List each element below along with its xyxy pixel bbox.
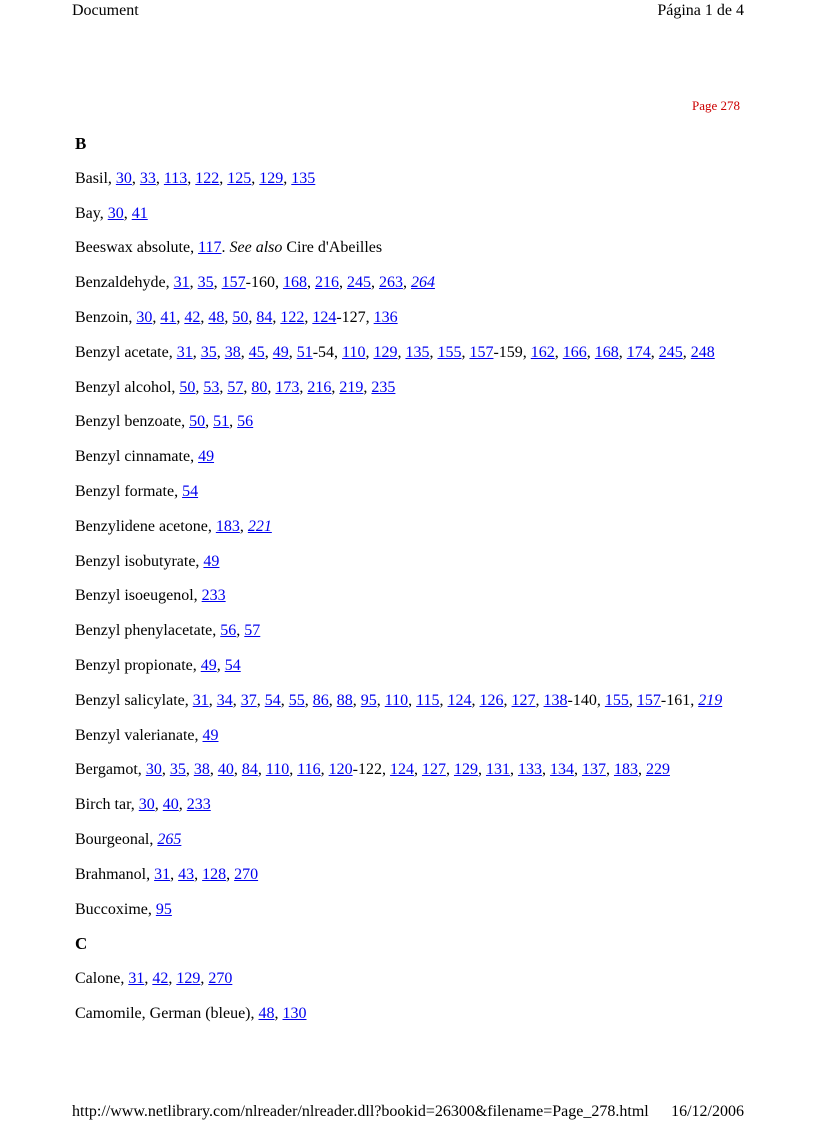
page-link[interactable]: 270: [208, 970, 233, 988]
page-link[interactable]: 127: [511, 691, 536, 709]
page-link[interactable]: 127: [421, 761, 446, 779]
page-link[interactable]: 155: [604, 691, 629, 709]
page-link[interactable]: 49: [203, 552, 220, 570]
page-link[interactable]: 57: [244, 622, 261, 640]
page-link[interactable]: 122: [280, 308, 305, 326]
index-entry: Camomile, German (bleue), 48, 130: [75, 1004, 307, 1022]
page-link[interactable]: 49: [200, 656, 217, 674]
page-link[interactable]: 135: [405, 343, 430, 361]
page-link[interactable]: 162: [530, 343, 555, 361]
page-link[interactable]: 42: [184, 308, 201, 326]
page-link[interactable]: 49: [198, 448, 215, 466]
page-link[interactable]: 48: [258, 1004, 275, 1022]
index-entry: Buccoxime, 95: [75, 900, 172, 918]
page-link[interactable]: 219: [339, 378, 364, 396]
index-entry: Benzylidene acetone, 183, 221: [75, 517, 272, 535]
page-link[interactable]: 216: [307, 378, 332, 396]
page-link[interactable]: 245: [346, 274, 371, 292]
index-entry: Benzyl phenylacetate, 56, 57: [75, 622, 261, 640]
page-link[interactable]: 35: [197, 274, 214, 292]
page-link[interactable]: 30: [145, 761, 162, 779]
page-link[interactable]: 110: [265, 761, 290, 779]
section-letter: C: [75, 934, 88, 954]
page-link[interactable]: 95: [155, 900, 172, 918]
index-entry: Calone, 31, 42, 129, 270: [75, 970, 233, 988]
page-link[interactable]: 55: [288, 691, 305, 709]
page-link[interactable]: 49: [202, 726, 219, 744]
page-link[interactable]: 38: [224, 343, 241, 361]
footer-url: http://www.netlibrary.com/nlreader/nlreader.dll?bookid=26300&filename=Page_278.html: [72, 1103, 649, 1120]
page-link[interactable]: 57: [227, 378, 244, 396]
page-link[interactable]: 84: [256, 308, 273, 326]
page-link[interactable]: 219: [698, 691, 723, 709]
page-link[interactable]: 221: [247, 517, 272, 535]
page-link[interactable]: 40: [162, 796, 179, 814]
page-link[interactable]: 129: [373, 343, 398, 361]
page-link[interactable]: 168: [594, 343, 619, 361]
index-entry: Birch tar, 30, 40, 233: [75, 796, 211, 814]
page-link[interactable]: 124: [312, 308, 337, 326]
page-link[interactable]: 183: [613, 761, 638, 779]
page-link[interactable]: 129: [259, 169, 284, 187]
index-entry: Benzyl cinnamate, 49: [75, 448, 215, 466]
page-link[interactable]: 248: [690, 343, 715, 361]
see-also-text: See also: [229, 239, 283, 257]
page-link[interactable]: 49: [272, 343, 289, 361]
page-link[interactable]: 31: [173, 274, 190, 292]
page-link[interactable]: 43: [178, 865, 195, 883]
page-link[interactable]: 270: [234, 865, 259, 883]
page-link[interactable]: 135: [291, 169, 316, 187]
section-letter: B: [75, 134, 87, 153]
index-entry: Brahmanol, 31, 43, 128, 270: [75, 865, 259, 883]
page-link[interactable]: 95: [360, 691, 377, 709]
page-link[interactable]: 33: [139, 169, 156, 187]
page-link[interactable]: 88: [336, 691, 353, 709]
page-link[interactable]: 110: [342, 343, 366, 361]
page-link[interactable]: 31: [154, 865, 171, 883]
page-link[interactable]: 245: [658, 343, 683, 361]
page-link[interactable]: 137: [581, 761, 606, 779]
page-link[interactable]: 30: [107, 204, 124, 222]
page-link[interactable]: 113: [163, 169, 188, 187]
index-entry: Bay, 30, 41: [75, 204, 148, 222]
page-link[interactable]: 166: [562, 343, 587, 361]
page-link[interactable]: 51: [296, 343, 313, 361]
page-link[interactable]: 130: [282, 1004, 307, 1022]
page-link[interactable]: 86: [312, 691, 329, 709]
page-link[interactable]: 31: [192, 691, 209, 709]
page-link[interactable]: 124: [389, 761, 414, 779]
page-link[interactable]: 45: [248, 343, 265, 361]
page-link[interactable]: 35: [169, 761, 186, 779]
page-link[interactable]: 50: [189, 413, 206, 431]
index-entry: Bourgeonal, 265: [75, 830, 182, 848]
page-link[interactable]: 50: [179, 378, 196, 396]
page-link[interactable]: 129: [453, 761, 478, 779]
index-entry: Benzyl propionate, 49, 54: [75, 656, 241, 674]
page-link[interactable]: 263: [378, 274, 403, 292]
page-link[interactable]: 128: [202, 865, 227, 883]
page-link[interactable]: 134: [549, 761, 574, 779]
page-link[interactable]: 115: [416, 691, 440, 709]
page-link[interactable]: 110: [384, 691, 409, 709]
page-link[interactable]: 54: [182, 482, 199, 500]
footer-date: 16/12/2006: [671, 1103, 744, 1120]
page-link[interactable]: 157: [469, 343, 494, 361]
page-number-label: Page 278: [691, 98, 740, 113]
index-content: [75, 130, 775, 1035]
page-link[interactable]: 168: [282, 274, 307, 292]
page-link[interactable]: 41: [131, 204, 148, 222]
page-link[interactable]: 40: [217, 761, 234, 779]
page-link[interactable]: 116: [297, 761, 321, 779]
page-link[interactable]: 131: [485, 761, 510, 779]
page-link[interactable]: 216: [314, 274, 339, 292]
index-entry: Beeswax absolute, 117. See also Cire d'Abeilles: [75, 239, 383, 257]
page-link[interactable]: 50: [232, 308, 249, 326]
page-link[interactable]: 126: [479, 691, 504, 709]
page-link[interactable]: 48: [208, 308, 225, 326]
page-link[interactable]: 136: [373, 308, 398, 326]
page-link[interactable]: 265: [157, 830, 182, 848]
page-link[interactable]: 138: [543, 691, 568, 709]
page-link[interactable]: 173: [275, 378, 300, 396]
index-entry: Benzyl formate, 54: [75, 482, 199, 500]
page-link[interactable]: 35: [200, 343, 217, 361]
page-link[interactable]: 53: [203, 378, 220, 396]
page-link[interactable]: 122: [195, 169, 220, 187]
page-link[interactable]: 183: [215, 517, 240, 535]
page-link[interactable]: 30: [138, 796, 155, 814]
page-link[interactable]: 229: [645, 761, 670, 779]
page-link[interactable]: 38: [193, 761, 210, 779]
page-link[interactable]: 264: [410, 274, 435, 292]
page-link[interactable]: 120: [328, 761, 353, 779]
page-link[interactable]: 157: [636, 691, 661, 709]
index-entry: Benzyl valerianate, 49: [75, 726, 219, 744]
index-entry: Benzyl isoeugenol, 233: [75, 587, 226, 605]
page-link[interactable]: 235: [371, 378, 396, 396]
index-entry: Bergamot, 30, 35, 38, 40, 84, 110, 116, 120-122, 124, 127, 129, 131, 133, 134, 137, 183, 229: [75, 761, 670, 779]
page-link[interactable]: 233: [201, 587, 226, 605]
page-link[interactable]: 30: [136, 308, 153, 326]
index-entry: Benzyl acetate, 31, 35, 38, 45, 49, 51-54, 110, 129, 135, 155, 157-159, 162, 166, 168, 174, 245, 248: [75, 343, 715, 361]
page-link[interactable]: 233: [186, 796, 211, 814]
page-link[interactable]: 54: [224, 656, 241, 674]
page-link[interactable]: 31: [128, 970, 145, 988]
page-link[interactable]: 84: [241, 761, 258, 779]
document-title: Document: [72, 2, 139, 19]
page-link[interactable]: 41: [160, 308, 177, 326]
page-link[interactable]: 51: [213, 413, 230, 431]
page-link[interactable]: 155: [437, 343, 462, 361]
index-entry: Benzaldehyde, 31, 35, 157-160, 168, 216, 245, 263, 264: [75, 274, 435, 292]
index-entry: Benzyl salicylate, 31, 34, 37, 54, 55, 86, 88, 95, 110, 115, 124, 126, 127, 138-140, 155, 157-161, 219: [75, 691, 723, 709]
page-link[interactable]: 80: [251, 378, 268, 396]
index-entry: Benzyl isobutyrate, 49: [75, 552, 220, 570]
index-entry: Benzoin, 30, 41, 42, 48, 50, 84, 122, 124-127, 136: [75, 308, 398, 326]
page-link[interactable]: 56: [220, 622, 237, 640]
page-counter: Página 1 de 4: [657, 2, 744, 19]
page-link[interactable]: 42: [152, 970, 169, 988]
page-link[interactable]: 157: [221, 274, 246, 292]
index-entry: Benzyl benzoate, 50, 51, 56: [75, 413, 254, 431]
index-entry: Benzyl alcohol, 50, 53, 57, 80, 173, 216, 219, 235: [75, 378, 396, 396]
index-entry: Basil, 30, 33, 113, 122, 125, 129, 135: [75, 169, 316, 187]
page-link[interactable]: 117: [198, 239, 222, 257]
page-link[interactable]: 34: [216, 691, 233, 709]
page-link[interactable]: 37: [240, 691, 257, 709]
page-link[interactable]: 174: [626, 343, 651, 361]
page-link[interactable]: 124: [447, 691, 472, 709]
page-link[interactable]: 54: [264, 691, 281, 709]
page-link[interactable]: 129: [176, 970, 201, 988]
page-link[interactable]: 30: [115, 169, 132, 187]
page-link[interactable]: 31: [176, 343, 193, 361]
page-link[interactable]: 133: [517, 761, 542, 779]
page-link[interactable]: 56: [237, 413, 254, 431]
page-link[interactable]: 125: [227, 169, 252, 187]
